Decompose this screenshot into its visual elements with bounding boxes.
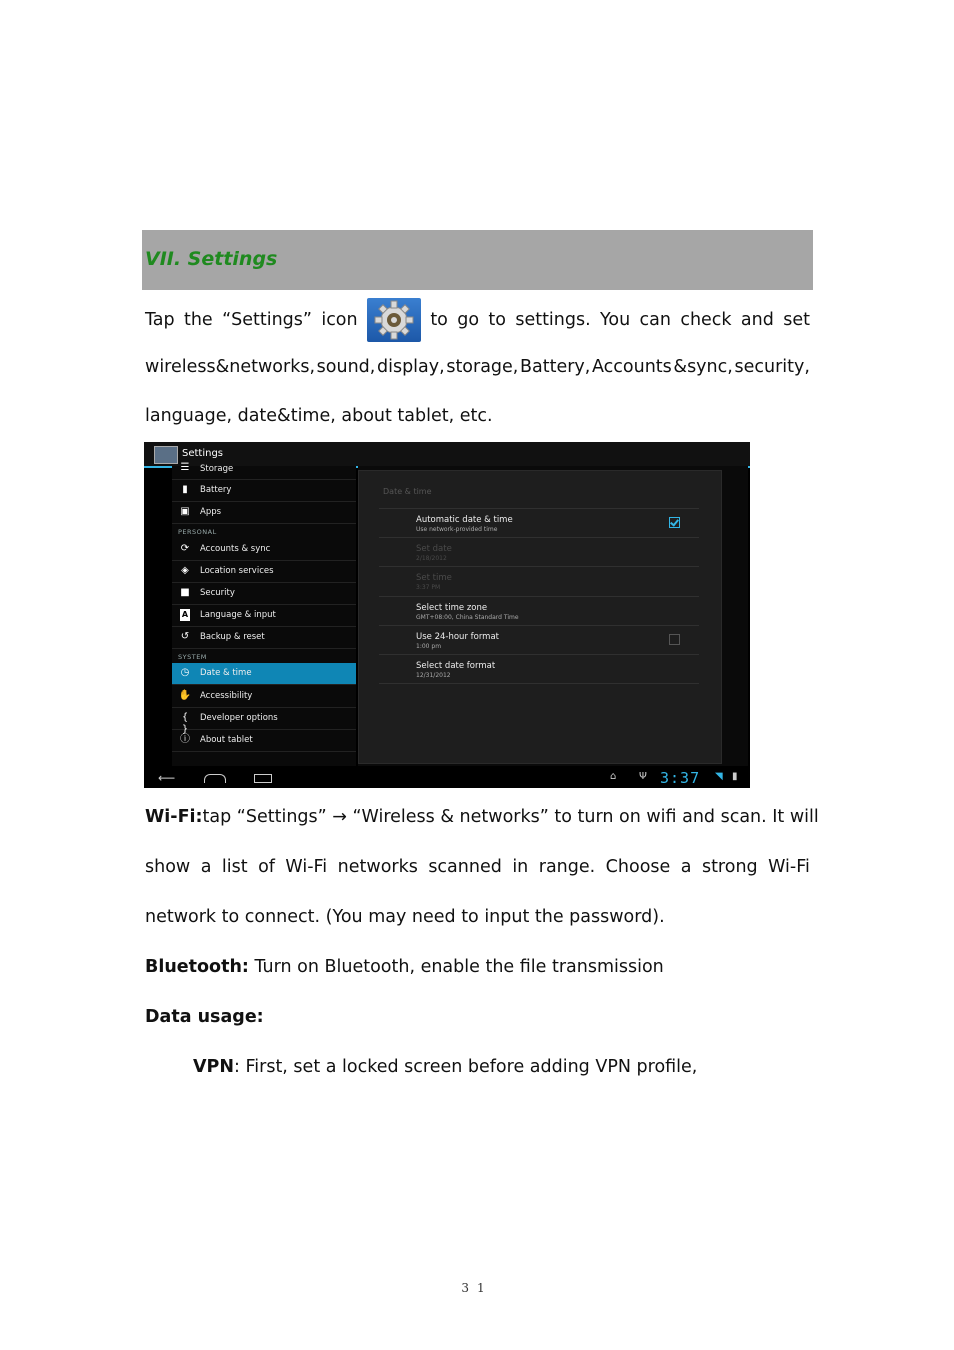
setting-title: Automatic date & time (416, 515, 513, 525)
sidebar-item-developer[interactable] (172, 708, 356, 735)
settings-gear-icon (367, 298, 421, 342)
page-number: 31 (461, 1281, 493, 1295)
sidebar-item-label: Battery (200, 485, 232, 495)
intro-line-2 (145, 356, 810, 378)
sidebar-item-apps[interactable] (172, 502, 356, 524)
sidebar-item-label: Location services (200, 566, 274, 576)
sidebar-item-label: Backup & reset (200, 632, 265, 642)
word: a (200, 857, 212, 877)
detail-pane (358, 466, 748, 766)
status-clock: 3:37 (660, 769, 701, 787)
language-icon: A (181, 610, 189, 619)
24-hour-checkbox[interactable] (669, 634, 680, 645)
clock-icon: ◷ (180, 667, 190, 678)
word: icon (321, 310, 358, 330)
setting-title: Select date format (416, 661, 496, 671)
word: the (183, 310, 213, 330)
recent-apps-icon[interactable] (254, 774, 272, 783)
data-usage-heading (145, 1006, 810, 1028)
bluetooth-paragraph (145, 956, 810, 978)
battery-status-icon: ▮ (732, 771, 738, 782)
bluetooth-text: Turn on Bluetooth, enable the file transmission (248, 957, 664, 977)
word: Accounts (592, 357, 672, 377)
setting-title: Set date (416, 544, 452, 554)
sidebar-item-date-time[interactable] (172, 663, 356, 685)
word: a (680, 857, 692, 877)
sidebar-item-label: Accounts & sync (200, 544, 271, 554)
word: of (258, 857, 275, 877)
word: security, (734, 357, 810, 377)
section-header-band (142, 230, 813, 290)
word: show (145, 857, 191, 877)
setting-subtitle: 2/18/2012 (416, 555, 447, 562)
word: sound, (316, 357, 376, 377)
word: You (600, 310, 631, 330)
automatic-date-checkbox[interactable] (669, 517, 680, 528)
setting-set-time[interactable] (379, 566, 699, 595)
word: in (512, 857, 529, 877)
setting-title: Set time (416, 573, 452, 583)
setting-date-format[interactable] (379, 654, 699, 684)
setting-set-date[interactable] (379, 537, 699, 566)
word: Wi-Fi (285, 857, 328, 877)
date-time-panel (358, 470, 722, 764)
settings-categories-list (172, 462, 356, 766)
vpn-paragraph (193, 1056, 810, 1078)
setting-time-zone[interactable] (379, 596, 699, 625)
word: to (488, 310, 506, 330)
system-navigation-bar (144, 768, 750, 788)
back-icon[interactable]: ⟵ (158, 771, 176, 785)
word: Choose (605, 857, 671, 877)
setting-24-hour-format[interactable] (379, 625, 699, 654)
apps-icon: ▣ (180, 506, 190, 517)
lock-icon: ■ (180, 587, 190, 598)
word: go (457, 310, 480, 330)
bluetooth-label: Bluetooth: (145, 957, 249, 977)
word: “Settings” (222, 310, 312, 330)
tablet-settings-screenshot (144, 442, 750, 788)
sidebar-item-backup[interactable] (172, 627, 356, 649)
sidebar-item-storage[interactable] (172, 458, 356, 480)
word: storage, (446, 357, 519, 377)
sidebar-item-label: Date & time (200, 668, 252, 678)
sidebar-item-about[interactable] (172, 730, 356, 752)
wifi-icon: ◥ (715, 771, 723, 782)
wifi-line-1 (145, 806, 819, 828)
sidebar-item-language[interactable] (172, 605, 356, 627)
word: &sync, (673, 357, 733, 377)
sidebar-item-security[interactable] (172, 583, 356, 605)
setting-subtitle: 3:37 PM (416, 584, 441, 591)
wifi-line-3: network to connect. (You may need to input the password). (145, 907, 665, 927)
category-header-personal: PERSONAL (178, 528, 217, 536)
word: and (740, 310, 774, 330)
battery-icon: ▮ (182, 484, 188, 495)
setting-subtitle: 12/31/2012 (416, 672, 451, 679)
sidebar-item-accounts-sync[interactable] (172, 539, 356, 561)
sidebar-item-accessibility[interactable] (172, 686, 356, 708)
hand-icon: ✋ (178, 690, 192, 701)
sync-icon: ⟳ (180, 543, 190, 554)
sidebar-item-battery[interactable] (172, 480, 356, 502)
setting-title: Select time zone (416, 603, 488, 613)
panel-header: Date & time (383, 487, 432, 496)
sidebar-item-label: Language & input (200, 610, 276, 620)
wifi-label: Wi-Fi: (145, 807, 203, 827)
section-title: VII. Settings (145, 248, 278, 270)
word: can (639, 310, 671, 330)
word: Wi-Fi (768, 857, 810, 877)
home-icon[interactable] (204, 774, 226, 783)
word: to (430, 310, 448, 330)
word: wireless&networks, (145, 357, 316, 377)
setting-subtitle: GMT+08:00, China Standard Time (416, 614, 519, 621)
word: set (783, 310, 810, 330)
braces-icon: { } (181, 712, 189, 735)
location-icon: ◈ (181, 565, 189, 576)
word: settings. (515, 310, 591, 330)
intro-line-1 (145, 294, 810, 346)
word: Tap (145, 310, 175, 330)
storage-icon: ☰ (180, 462, 190, 473)
vpn-label: VPN (193, 1057, 235, 1077)
word: networks (337, 857, 418, 877)
word: strong (701, 857, 758, 877)
setting-subtitle: Use network-provided time (416, 526, 498, 533)
info-icon: ⓘ (180, 734, 190, 745)
sidebar-item-location[interactable] (172, 561, 356, 583)
action-bar-title: Settings (182, 448, 224, 459)
android-debug-icon: ⌂ (610, 771, 617, 782)
setting-title: Use 24-hour format (416, 632, 499, 642)
word: display, (376, 357, 445, 377)
wifi-line-1-text: tap “Settings” → “Wireless & networks” to turn on wifi and scan. It will (202, 807, 819, 827)
vpn-text: : First, set a locked screen before adding VPN profile, (234, 1057, 698, 1077)
sidebar-item-label: Accessibility (200, 691, 253, 701)
word: range. (538, 857, 596, 877)
sidebar-item-label: Apps (200, 507, 222, 517)
intro-line-3: language, date&time, about tablet, etc. (145, 406, 493, 426)
sidebar-item-label: Storage (200, 464, 234, 474)
backup-icon: ↺ (180, 631, 190, 642)
setting-subtitle: 1:00 pm (416, 643, 442, 650)
sidebar-item-label: Developer options (200, 713, 278, 723)
setting-automatic-date-time[interactable] (379, 508, 699, 537)
category-header-system: SYSTEM (178, 653, 207, 661)
usb-icon: Ψ (639, 771, 647, 782)
word: Battery, (520, 357, 591, 377)
wifi-line-2 (145, 856, 810, 878)
sidebar-item-label: Security (200, 588, 235, 598)
data-usage-label: Data usage: (145, 1007, 264, 1027)
word: check (680, 310, 732, 330)
word: scanned (428, 857, 502, 877)
word: list (221, 857, 248, 877)
sidebar-item-label: About tablet (200, 735, 253, 745)
